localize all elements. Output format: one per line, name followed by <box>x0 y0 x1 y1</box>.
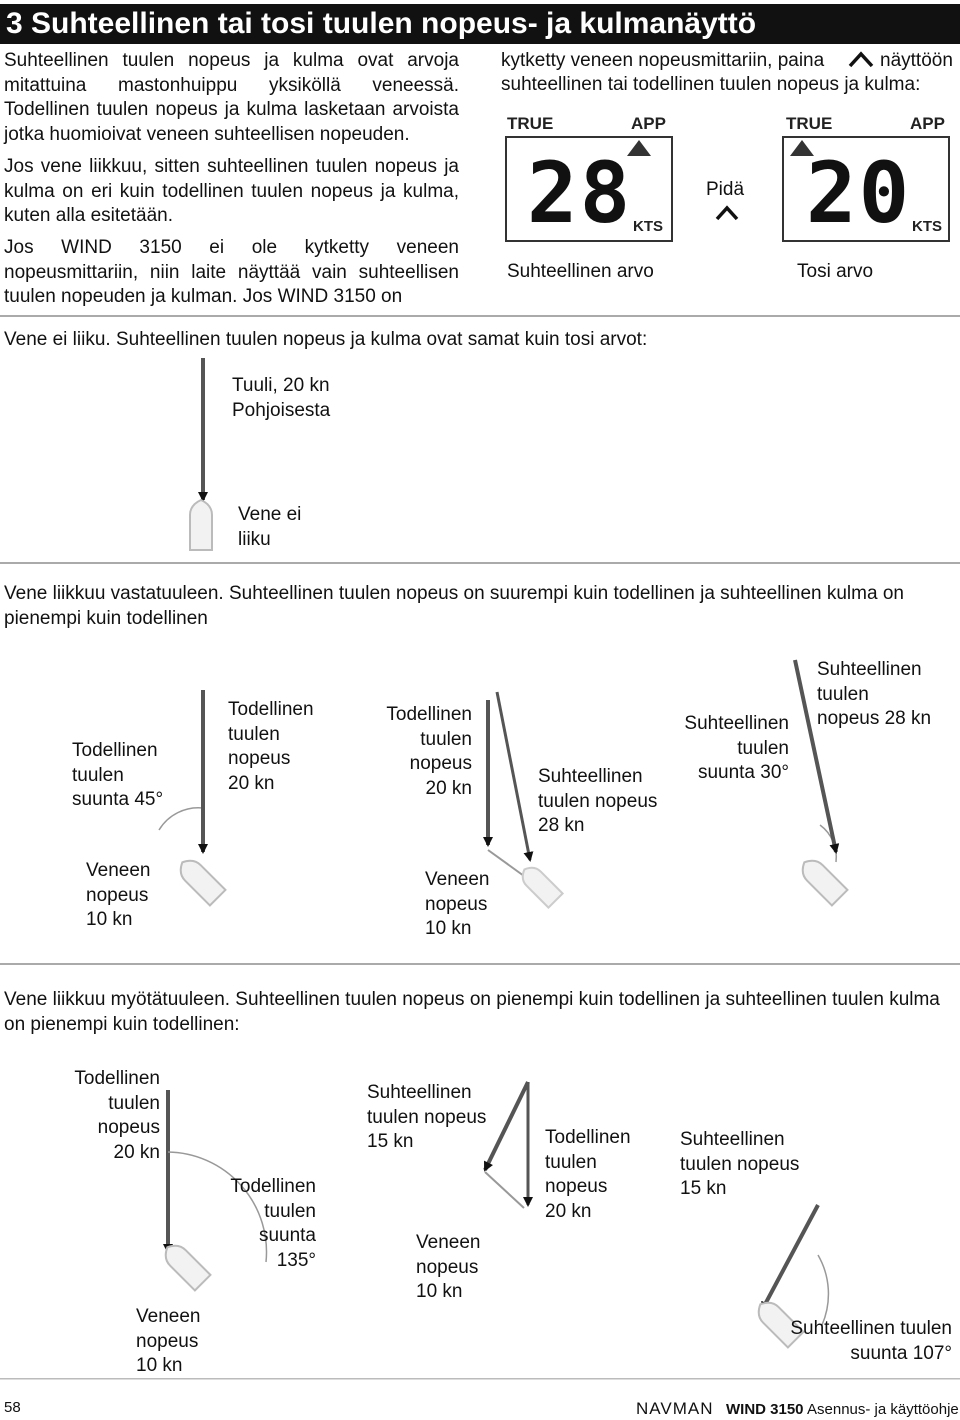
section1-heading: Vene ei liiku. Suhteellinen tuulen nopeus ja kulma ovat samat kuin tosi arvot: <box>4 329 648 350</box>
section3-heading: Vene liikkuu myötätuuleen. Suhteellinen tuulen nopeus on pienempi kuin todellinen ja suhteellinen tuulen kulma on pienempi kuin todellinen: <box>4 989 940 1035</box>
intro-right-line-b: näyttöön <box>880 50 953 71</box>
intro-right-line-c: suhteellinen tai todellinen tuulen nopeus ja kulma: <box>501 74 921 95</box>
true-tag: TRUE <box>786 114 833 133</box>
true-speed-label: Todellinen tuulen nopeus 20 kn <box>545 1127 631 1222</box>
boat-label: Vene ei liiku <box>238 504 302 550</box>
apparent-speed-label: Suhteellinen tuulen nopeus 15 kn <box>680 1129 800 1200</box>
app-tag: APP <box>631 114 666 133</box>
true-speed-label: Todellinen tuulen nopeus 20 kn <box>74 1068 160 1163</box>
apparent-speed-label: Suhteellinen tuulen nopeus 28 kn <box>817 659 932 730</box>
apparent-speed-label: Suhteellinen tuulen nopeus 28 kn <box>538 766 658 837</box>
apparent-angle-arc <box>818 1255 828 1325</box>
true-caption: Tosi arvo <box>797 261 874 282</box>
boat-upwind-3 <box>797 855 848 906</box>
boat-downwind-1 <box>160 1240 211 1291</box>
apparent-wind-arrow <box>485 1082 528 1170</box>
lcd-value: 28 <box>527 144 633 242</box>
lcd-value: 20 <box>806 144 912 242</box>
apparent-wind-arrow <box>497 692 530 860</box>
section2-heading: Vene liikkuu vastatuuleen. Suhteellinen tuulen nopeus on suurempi kuin todellinen ja suhteellinen kulma on pienempi kuin todellinen <box>4 583 904 629</box>
apparent-direction-label: Suhteellinen tuulen suunta 107° <box>790 1318 952 1364</box>
apparent-direction-label: Suhteellinen tuulen suunta 30° <box>684 713 789 784</box>
apparent-speed-label: Suhteellinen tuulen nopeus 15 kn <box>367 1082 487 1153</box>
boat-speed-vector <box>485 1172 524 1208</box>
boat-speed-vector <box>488 850 524 876</box>
app-tag: APP <box>910 114 945 133</box>
true-speed-label: Todellinen tuulen nopeus 20 kn <box>228 699 314 794</box>
intro-paragraph-1: Suhteellinen tuulen nopeus ja kulma ovat arvoja mitattuina mastonhuippu yksiköllä veneessä. Todellinen tuulen nopeus ja kulma lasketaan arvoista jotka huomioivat veneen suhteellisen nopeuden. <box>4 50 459 145</box>
intro-paragraph-3: Jos WIND 3150 ei ole kytketty veneen nopeusmittariin, niin laite näyttää vain suhteellisen tuulen nopeuden ja kulman. Jos WIND 3150 on <box>4 237 459 308</box>
intro-paragraph-2: Jos vene liikkuu, sitten suhteellinen tuulen nopeus ja kulma on eri kuin todellinen tuulen nopeus ja kulma, kuten alla esitetään. <box>4 156 459 227</box>
boat-speed-label: Veneen nopeus 10 kn <box>425 869 490 940</box>
intro-right-line-a: kytketty veneen nopeusmittariin, paina <box>501 50 825 71</box>
boat-upwind-1 <box>175 855 226 906</box>
true-tag: TRUE <box>507 114 554 133</box>
divider <box>0 963 960 965</box>
true-speed-label: Todellinen tuulen nopeus 20 kn <box>386 704 472 799</box>
boat-stationary <box>190 500 212 550</box>
page-title: 3 Suhteellinen tai tosi tuulen nopeus- ja kulmanäyttö <box>0 4 960 44</box>
unit-label: KTS <box>633 218 663 235</box>
brand-logo: NAVMAN <box>636 1399 714 1418</box>
page-number: 58 <box>4 1399 21 1416</box>
boat-speed-label: Veneen nopeus 10 kn <box>86 860 151 931</box>
wind-label: Tuuli, 20 kn Pohjoisesta <box>232 375 331 421</box>
apparent-wind-arrow <box>762 1205 818 1310</box>
unit-label: KTS <box>912 218 942 235</box>
divider <box>0 562 960 564</box>
true-direction-label: Todellinen tuulen suunta 135° <box>230 1176 316 1271</box>
product-name: WIND 3150 <box>726 1401 804 1418</box>
apparent-caption: Suhteellinen arvo <box>507 261 654 282</box>
document-title: Asennus- ja käyttöohje <box>807 1401 959 1418</box>
true-direction-label: Todellinen tuulen suunta 45° <box>72 740 164 811</box>
boat-speed-label: Veneen nopeus 10 kn <box>136 1306 201 1377</box>
true-angle-arc <box>159 808 203 830</box>
hold-label: Pidä <box>706 179 745 200</box>
boat-upwind-2 <box>517 862 562 907</box>
boat-speed-label: Veneen nopeus 10 kn <box>416 1232 481 1303</box>
